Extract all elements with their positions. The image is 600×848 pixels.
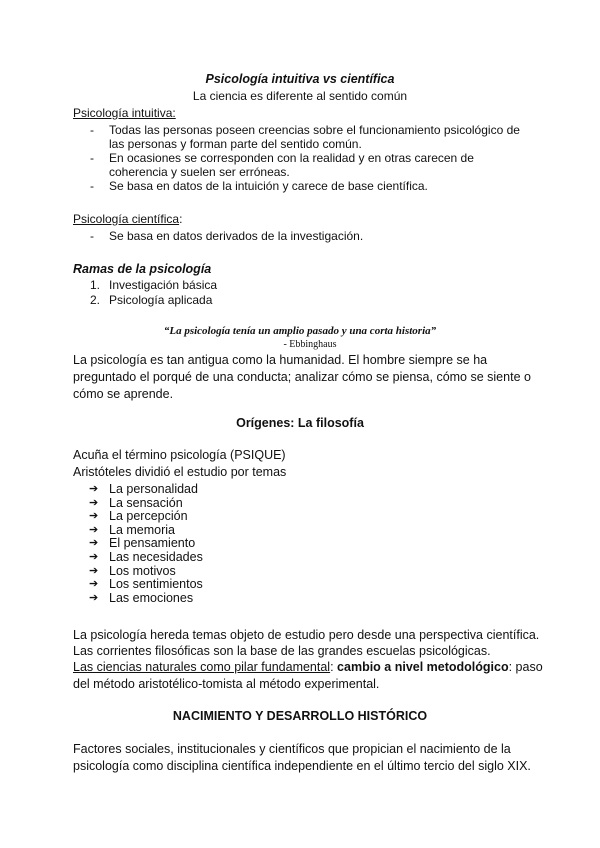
cientifica-label: Psicología científica:	[73, 212, 183, 226]
list-item: 1. Investigación básica	[90, 278, 218, 292]
ramas-heading: Ramas de la psicología	[73, 262, 212, 276]
arrow-right-icon: ➔	[89, 523, 99, 536]
list-item: ➔ Las emociones	[89, 590, 194, 605]
document-subtitle: La ciencia es diferente al sentido común	[192, 89, 408, 103]
arrow-right-icon: ➔	[89, 550, 99, 563]
list-item: ➔ La sensación	[89, 495, 183, 510]
arrow-right-icon: ➔	[89, 483, 99, 495]
list-item: ➔ La memoria	[89, 522, 175, 537]
dash-icon: -	[90, 179, 94, 193]
arrow-right-icon: ➔	[89, 510, 99, 523]
arrow-right-icon: ➔	[89, 578, 99, 591]
list-item: - En ocasiones se corresponden con la realidad y en otras carecen de coherencia y suelen ser erróneas.	[90, 151, 474, 179]
closing-line1: La psicología hereda temas objeto de estudio pero desde una perspectiva científica.	[73, 628, 540, 642]
list-item: 2. Psicología aplicada	[90, 293, 213, 307]
document-title: Psicología intuitiva vs científica	[205, 72, 395, 86]
quote-text: “La psicología tenía un amplio pasado y una corta historia”	[163, 325, 437, 337]
list-item: ➔ La percepción	[89, 509, 188, 524]
list-item: ➔ Los motivos	[89, 563, 176, 578]
list-item: ➔ Los sentimientos	[89, 577, 203, 592]
list-item: ➔ La personalidad	[89, 482, 198, 496]
cientifica-list	[73, 229, 533, 243]
list-item: - Todas las personas poseen creencias sobre el funcionamiento psicológico de las personas y forman parte del sentido común.	[90, 123, 520, 151]
list-item: - Se basa en datos de la intuición y carece de base científica.	[90, 179, 428, 193]
origenes-heading: Orígenes: La filosofía	[236, 416, 364, 430]
arrow-right-icon: ➔	[89, 537, 99, 550]
historico-paragraph: Factores sociales, institucionales y científicos que propician el nacimiento de la psicología como disciplina científica independiente en el último tercio del siglo XIX.	[73, 742, 531, 773]
list-item: ➔ Las necesidades	[89, 549, 203, 564]
ramas-list	[73, 278, 217, 308]
origenes-line2: Aristóteles dividió el estudio por temas	[73, 465, 287, 479]
temas-list	[73, 483, 203, 605]
dash-icon: -	[90, 229, 94, 243]
arrow-right-icon: ➔	[89, 591, 99, 604]
arrow-right-icon: ➔	[89, 496, 99, 509]
intro-paragraph: La psicología es tan antigua como la humanidad. El hombre siempre se ha preguntado el porqué de una conducta; analizar cómo se piensa, cómo se siente o cómo se aprende.	[73, 353, 531, 401]
closing-line2: Las corrientes filosóficas son la base de las grandes escuelas psicológicas.	[73, 644, 491, 658]
list-item: ➔ El pensamiento	[89, 536, 196, 551]
intuitiva-label: Psicología intuitiva:	[73, 106, 176, 120]
dash-icon: -	[90, 123, 94, 137]
intuitiva-list	[73, 123, 533, 193]
arrow-right-icon: ➔	[89, 564, 99, 577]
list-item: - Se basa en datos derivados de la investigación.	[90, 229, 364, 243]
origenes-line1: Acuña el término psicología (PSIQUE)	[73, 448, 286, 462]
historico-heading: NACIMIENTO Y DESARROLLO HISTÓRICO	[172, 709, 428, 723]
dash-icon: -	[90, 151, 94, 165]
quote-author: - Ebbinghaus	[283, 339, 337, 350]
closing-line3: Las ciencias naturales como pilar fundamental: cambio a nivel metodológico: paso del método aristotélico-tomista al método experimental.	[73, 660, 543, 691]
